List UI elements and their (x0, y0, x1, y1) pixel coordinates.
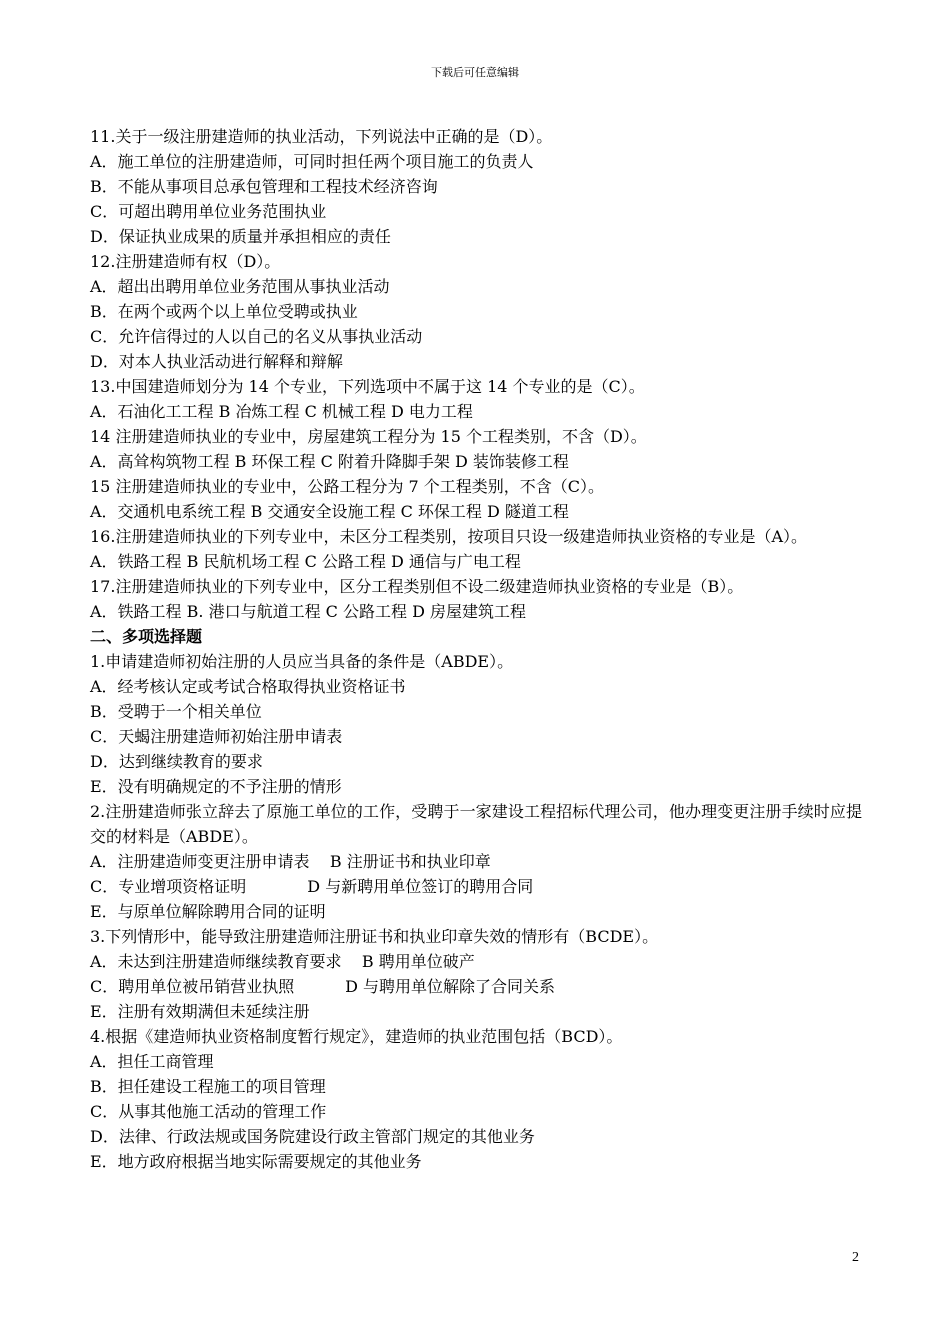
options-15: A．交通机电系统工程 B 交通安全设施工程 C 环保工程 D 隧道工程 (90, 502, 569, 521)
options-13: A．石油化工工程 B 冶炼工程 C 机械工程 D 电力工程 (90, 402, 473, 421)
options-17: A．铁路工程 B. 港口与航道工程 C 公路工程 D 房屋建筑工程 (90, 602, 526, 621)
options-cd: C．聘用单位被吊销营业执照 D 与聘用单位解除了合同关系 (90, 977, 556, 996)
options-cd: C．专业增项资格证明 D 与新聘用单位签订的聘用合同 (90, 877, 534, 896)
option-b: B．不能从事项目总承包管理和工程技术经济咨询 (90, 177, 438, 196)
page-header: 下载后可任意编辑 (431, 66, 519, 79)
question-16: 16.注册建造师执业的下列专业中，未区分工程类别，按项目只设一级建造师执业资格的专业是（A）。 (90, 527, 808, 546)
page-number: 2 (852, 1250, 859, 1265)
options-16: A．铁路工程 B 民航机场工程 C 公路工程 D 通信与广电工程 (90, 552, 521, 571)
question-15: 15 注册建造师执业的专业中，公路工程分为 7 个工程类别，不含（C）。 (90, 477, 605, 496)
option-c: C．可超出聘用单位业务范围执业 (90, 202, 327, 221)
multi-question-2: 2.注册建造师张立辞去了原施工单位的工作，受聘于一家建设工程招标代理公司，他办理变更注册手续时应提交的材料是（ABDE）。 (90, 802, 862, 846)
question-13: 13.中国建造师划分为 14 个专业，下列选项中不属于这 14 个专业的是（C）。 (90, 377, 645, 396)
option-c: C．从事其他施工活动的管理工作 (90, 1102, 327, 1121)
options-ab: A．未达到注册建造师继续教育要求 B 聘用单位破产 (90, 952, 475, 971)
question-14: 14 注册建造师执业的专业中，房屋建筑工程分为 15 个工程类别，不含（D）。 (90, 427, 647, 446)
multi-question-1: 1.申请建造师初始注册的人员应当具备的条件是（ABDE）。 (90, 652, 514, 671)
document-body (90, 124, 862, 1174)
option-c: C．允许信得过的人以自己的名义从事执业活动 (90, 327, 423, 346)
options-ab: A．注册建造师变更注册申请表 B 注册证书和执业印章 (90, 852, 491, 871)
option-a: A．经考核认定或考试合格取得执业资格证书 (90, 677, 406, 696)
option-a: A．担任工商管理 (90, 1052, 214, 1071)
option-e: E．与原单位解除聘用合同的证明 (90, 902, 326, 921)
option-c: C．天蝎注册建造师初始注册申请表 (90, 727, 343, 746)
option-e: E．地方政府根据当地实际需要规定的其他业务 (90, 1152, 422, 1171)
option-d: D．达到继续教育的要求 (90, 752, 263, 771)
option-b: B．担任建设工程施工的项目管理 (90, 1077, 326, 1096)
option-e: E．没有明确规定的不予注册的情形 (90, 777, 342, 796)
question-12: 12.注册建造师有权（D）。 (90, 252, 281, 271)
option-b: B．在两个或两个以上单位受聘或执业 (90, 302, 358, 321)
option-d: D．法律、行政法规或国务院建设行政主管部门规定的其他业务 (90, 1127, 535, 1146)
options-14: A．高耸构筑物工程 B 环保工程 C 附着升降脚手架 D 装饰装修工程 (90, 452, 569, 471)
option-a: A．超出出聘用单位业务范围从事执业活动 (90, 277, 390, 296)
section-heading: 二、多项选择题 (90, 627, 203, 646)
option-e: E．注册有效期满但未延续注册 (90, 1002, 310, 1021)
multi-question-4: 4.根据《建造师执业资格制度暂行规定》，建造师的执业范围包括（BCD）。 (90, 1027, 623, 1046)
question-17: 17.注册建造师执业的下列专业中，区分工程类别但不设二级建造师执业资格的专业是（B）。 (90, 577, 744, 596)
question-11: 11.关于一级注册建造师的执业活动，下列说法中正确的是（D）。 (90, 127, 553, 146)
option-b: B．受聘于一个相关单位 (90, 702, 262, 721)
option-d: D．对本人执业活动进行解释和辩解 (90, 352, 343, 371)
multi-question-3: 3.下列情形中，能导致注册建造师注册证书和执业印章失效的情形有（BCDE）。 (90, 927, 659, 946)
option-d: D．保证执业成果的质量并承担相应的责任 (90, 227, 391, 246)
option-a: A．施工单位的注册建造师，可同时担任两个项目施工的负责人 (90, 152, 534, 171)
